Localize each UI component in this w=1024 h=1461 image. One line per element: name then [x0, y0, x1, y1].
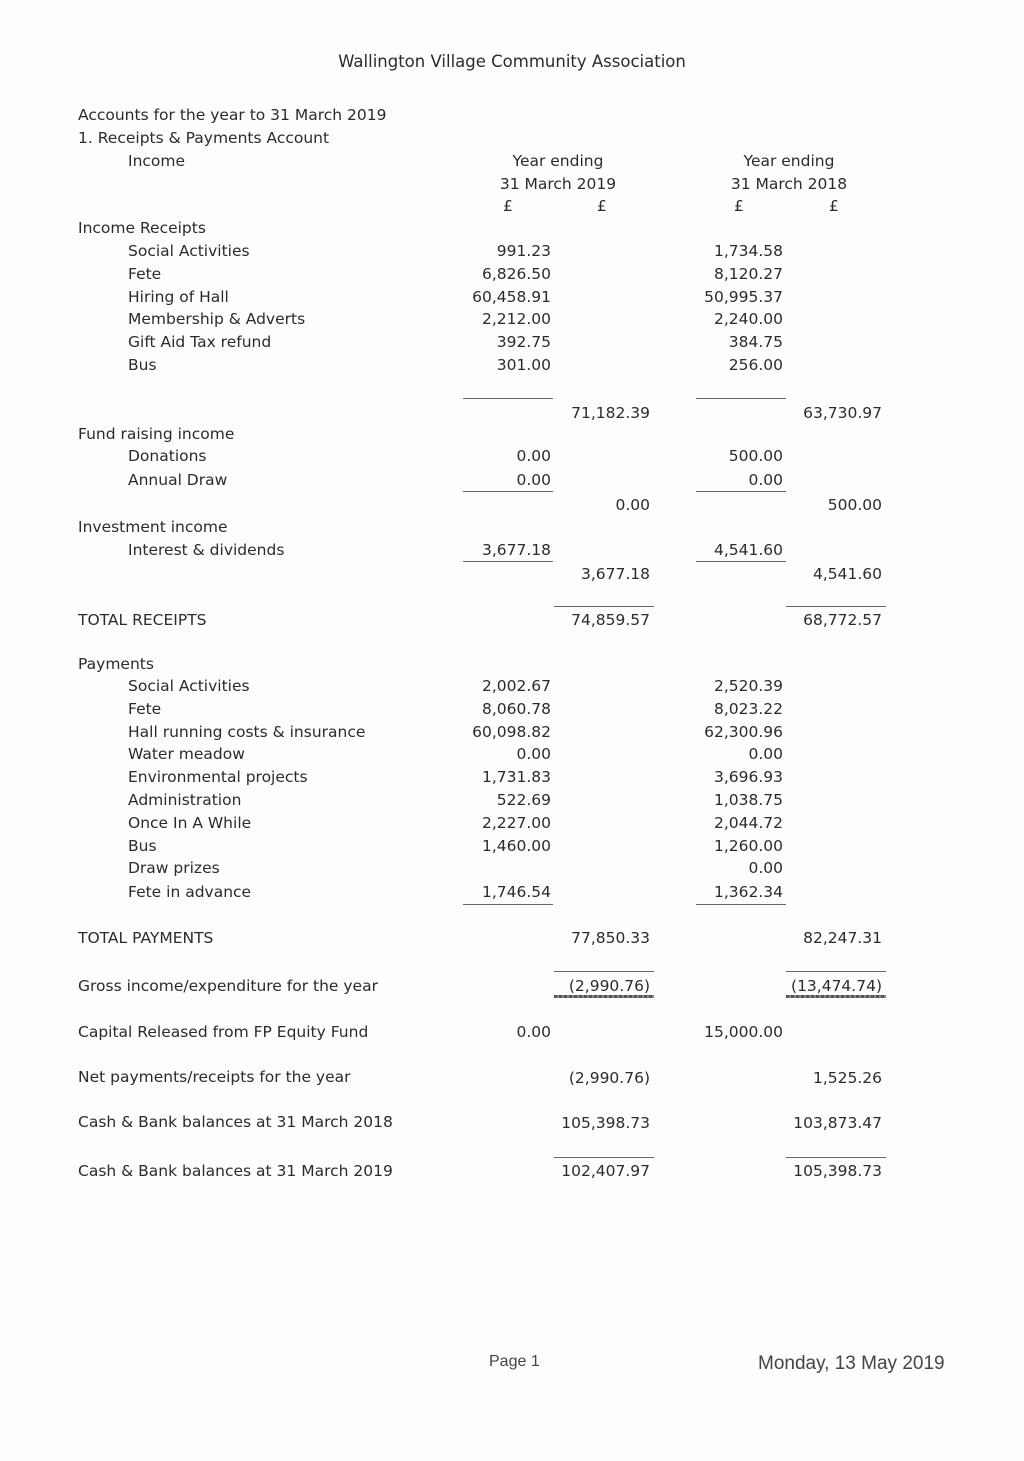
payment-item-label: Water meadow [128, 745, 245, 763]
payment-item-label: Social Activities [128, 677, 250, 695]
income-item-2018: 256.00 [728, 356, 783, 374]
income-item-label: Fete [128, 264, 162, 283]
payment-item-2019: 8,060.78 [481, 700, 551, 718]
fund-item-label: Annual Draw [128, 470, 228, 489]
capital-2019: 0.00 [516, 1023, 551, 1041]
total-payments-label: TOTAL PAYMENTS [78, 929, 214, 947]
payment-item-2019: 1,731.83 [481, 768, 551, 786]
payment-item-2018: 0.00 [748, 859, 783, 877]
income-item-label: Hiring of Hall [128, 287, 229, 306]
income-item-label: Social Activities [128, 242, 250, 260]
net-2018: 1,525.26 [812, 1069, 882, 1087]
closing-balance-2018: 105,398.73 [793, 1162, 882, 1180]
income-receipts-total-2018: 63,730.97 [803, 404, 882, 422]
document-title: Wallington Village Community Association [338, 52, 686, 71]
payment-item-2018: 0.00 [748, 745, 783, 763]
payment-item-2018: 2,520.39 [713, 677, 783, 695]
income-item-2018: 1,734.58 [713, 242, 783, 260]
payment-item-label: Hall running costs & insurance [128, 723, 366, 741]
payment-item-label: Environmental projects [128, 768, 308, 786]
income-item-2018: 50,995.37 [704, 287, 783, 306]
income-item-2019: 301.00 [496, 356, 551, 374]
fund-item-2018: 500.00 [728, 447, 783, 465]
payment-item-label: Bus [128, 837, 157, 855]
payment-item-2018: 1,260.00 [713, 837, 783, 855]
gross-2019: (2,990.76) [568, 977, 650, 995]
col-2018-header-line1: Year ending [743, 152, 835, 170]
fund-raising-total-2019: 0.00 [615, 496, 650, 514]
section-heading: 1. Receipts & Payments Account [78, 129, 330, 147]
opening-balance-label: Cash & Bank balances at 31 March 2018 [78, 1113, 393, 1131]
net-2019: (2,990.76) [568, 1069, 650, 1087]
closing-balance-2019: 102,407.97 [561, 1162, 650, 1180]
gross-2018: (13,474.74) [791, 977, 882, 995]
income-item-2019: 2,212.00 [481, 310, 551, 329]
payment-item-label: Fete in advance [128, 883, 252, 901]
col-2019-header-line1: Year ending [512, 152, 604, 170]
payment-item-2019: 2,227.00 [481, 814, 551, 832]
income-item-2018: 8,120.27 [713, 264, 783, 283]
income-item-2019: 392.75 [496, 333, 551, 352]
currency-symbol: £ [734, 197, 744, 215]
investment-total-2019: 3,677.18 [580, 565, 650, 583]
net-label: Net payments/receipts for the year [78, 1068, 351, 1086]
investment-item-label: Interest & dividends [128, 541, 285, 559]
accounts-subtitle: Accounts for the year to 31 March 2019 [78, 106, 387, 124]
payment-item-label: Draw prizes [128, 859, 220, 877]
investment-item-2018: 4,541.60 [713, 541, 783, 559]
fund-raising-heading: Fund raising income [78, 425, 235, 443]
print-date: Monday, 13 May 2019 [758, 1353, 945, 1374]
investment-total-2018: 4,541.60 [812, 565, 882, 583]
income-item-2019: 6,826.50 [481, 264, 551, 283]
total-receipts-label: TOTAL RECEIPTS [78, 611, 207, 629]
total-payments-2018: 82,247.31 [803, 929, 882, 947]
income-item-label: Membership & Adverts [128, 310, 306, 329]
income-heading: Income [128, 152, 186, 170]
capital-label: Capital Released from FP Equity Fund [78, 1023, 369, 1041]
payment-item-2019: 60,098.82 [472, 723, 551, 741]
payment-item-2018: 8,023.22 [713, 700, 783, 718]
payment-item-2018: 1,038.75 [713, 791, 783, 809]
investment-item-2019: 3,677.18 [481, 541, 551, 559]
col-2019-header-line2: 31 March 2019 [499, 175, 617, 193]
payment-item-2019: 1,460.00 [481, 837, 551, 855]
total-payments-2019: 77,850.33 [571, 929, 650, 947]
currency-symbol: £ [597, 197, 607, 215]
payment-item-2019: 0.00 [516, 745, 551, 763]
fund-item-2018: 0.00 [748, 470, 783, 489]
total-receipts-2018: 68,772.57 [803, 611, 882, 629]
payment-item-2019: 2,002.67 [481, 677, 551, 695]
closing-balance-label: Cash & Bank balances at 31 March 2019 [78, 1162, 393, 1180]
payment-item-2018: 62,300.96 [704, 723, 783, 741]
opening-balance-2018: 103,873.47 [793, 1114, 882, 1132]
payment-item-label: Once In A While [128, 814, 252, 832]
payment-item-2019: 1,746.54 [481, 883, 551, 901]
payments-heading: Payments [78, 655, 154, 673]
fund-item-2019: 0.00 [516, 470, 551, 489]
payment-item-2018: 1,362.34 [713, 883, 783, 901]
income-item-2018: 2,240.00 [713, 310, 783, 329]
payment-item-label: Administration [128, 791, 242, 809]
page-number: Page 1 [489, 1353, 540, 1370]
payment-item-label: Fete [128, 700, 162, 718]
income-receipts-heading: Income Receipts [78, 219, 206, 237]
payment-item-2019: 522.69 [496, 791, 551, 809]
income-item-2018: 384.75 [728, 333, 783, 352]
income-item-2019: 991.23 [496, 242, 551, 260]
income-item-label: Bus [128, 356, 157, 374]
fund-item-label: Donations [128, 447, 207, 465]
total-receipts-2019: 74,859.57 [571, 611, 650, 629]
currency-symbol: £ [829, 197, 839, 215]
currency-symbol: £ [503, 197, 513, 215]
payment-item-2018: 3,696.93 [713, 768, 783, 786]
col-2018-header-line2: 31 March 2018 [730, 175, 848, 193]
gross-label: Gross income/expenditure for the year [78, 977, 378, 995]
opening-balance-2019: 105,398.73 [561, 1114, 650, 1132]
income-item-label: Gift Aid Tax refund [128, 333, 272, 352]
payment-item-2018: 2,044.72 [713, 814, 783, 832]
income-receipts-total-2019: 71,182.39 [571, 404, 650, 422]
capital-2018: 15,000.00 [704, 1023, 783, 1041]
income-item-2019: 60,458.91 [472, 287, 551, 306]
fund-item-2019: 0.00 [516, 447, 551, 465]
fund-raising-total-2018: 500.00 [827, 496, 882, 514]
investment-heading: Investment income [78, 518, 228, 536]
